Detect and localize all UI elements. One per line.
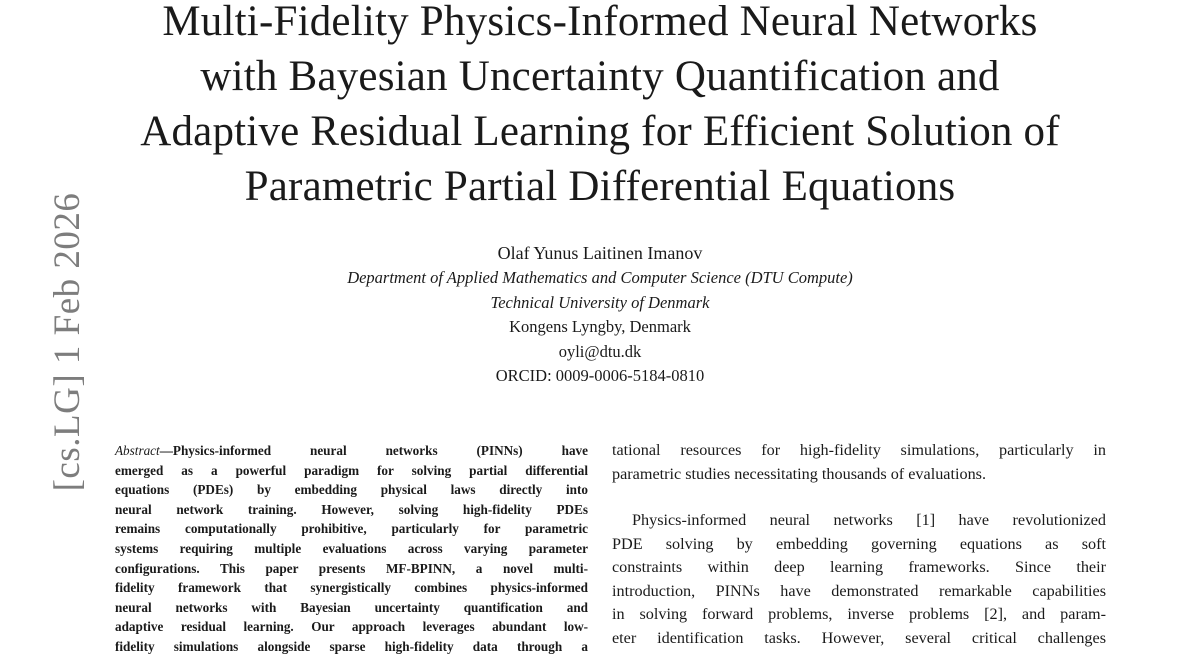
abstract-line: fidelity framework that synergistically combines physics-informed [115,580,588,596]
author-location: Kongens Lyngby, Denmark [509,317,691,336]
author-block [0,241,1200,389]
title-line: Parametric Partial Differential Equations [244,163,956,210]
title-line: with Bayesian Uncertainty Quantification and [200,53,1000,100]
body-line: PDE solving by embedding governing equations as soft [612,534,1106,553]
title-line: Adaptive Residual Learning for Efficient Solution of [140,108,1060,155]
body-line: tational resources for high-fidelity simulations, particularly in [612,441,1106,459]
body-line: eter identification tasks. However, several critical challenges [612,628,1106,647]
abstract-line: configurations. This paper presents MF-BPINN, a novel multi- [115,560,588,576]
body-line: in solving forward problems, inverse problems [2], and param- [612,605,1106,623]
abstract-line-text: —Physics-informed neural networks (PINNs) have [159,443,588,458]
arxiv-stamp-text: [cs.LG] 1 Feb 2026 [47,192,88,492]
body-line: constraints within deep learning frameworks. Since their [612,558,1106,576]
author-email: oyli@dtu.dk [558,341,642,361]
abstract-line [115,441,588,461]
abstract-line: neural network training. However, solving high-fidelity PDEs [115,501,588,517]
abstract-line: fidelity simulations alongside sparse high-fidelity data through a [115,638,588,654]
author-department: Department of Applied Mathematics and Computer Science (DTU Compute) [347,268,853,287]
paper-title [0,0,1200,214]
abstract-line: adaptive residual learning. Our approach leverages abundant low- [115,619,588,635]
body-line: parametric studies necessitating thousands of evaluations. [612,464,987,483]
author-university: Technical University of Denmark [490,292,710,312]
body-column [612,439,1106,650]
abstract-line: remains computationally prohibitive, particularly for parametric [115,521,588,537]
body-line: introduction, PINNs have demonstrated remarkable capabilities [612,581,1106,600]
abstract-line: emerged as a powerful paradigm for solving partial differential [115,462,588,478]
author-name: Olaf Yunus Laitinen Imanov [497,243,703,263]
title-line: Multi-Fidelity Physics-Informed Neural Networks [162,0,1038,45]
author-orcid: ORCID: 0009-0006-5184-0810 [495,366,705,385]
abstract-line: equations (PDEs) by embedding physical laws directly into [115,482,588,498]
abstract-lead: Abstract [115,443,160,458]
body-line: Physics-informed neural networks [1] have revolutionized [632,511,1106,529]
abstract-line: neural networks with Bayesian uncertainty quantification and [115,599,588,615]
paragraph-gap [612,486,1106,509]
abstract-line: systems requiring multiple evaluations across varying parameter [115,540,588,556]
abstract [115,441,588,657]
